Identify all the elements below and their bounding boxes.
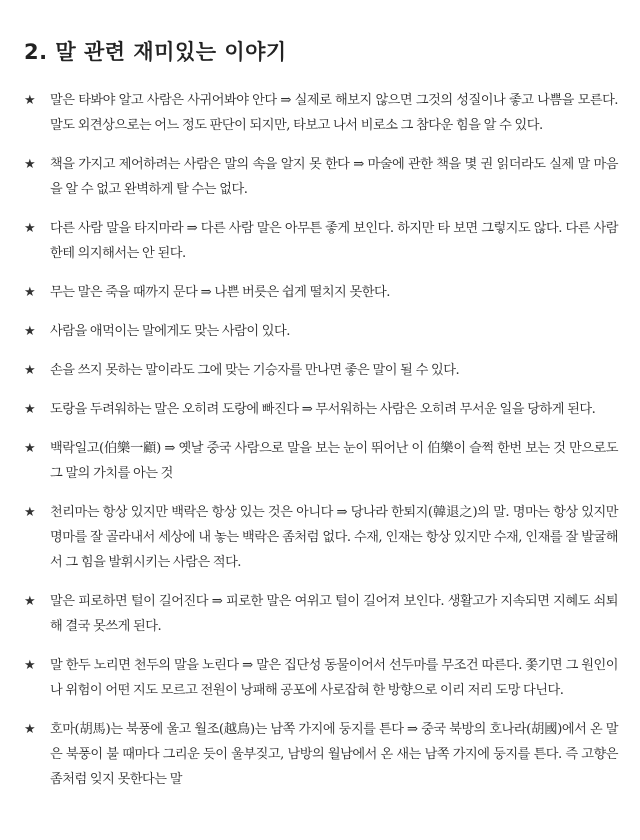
star-icon: ★: [24, 402, 36, 417]
list-item-text: 말은 피로하면 털이 길어진다 ⇒ 피로한 말은 여위고 털이 길어져 보인다. 생활고가 지속되면 지혜도 쇠퇴해 결국 못쓰게 된다.: [50, 594, 618, 634]
star-icon: ★: [24, 93, 36, 108]
star-icon: ★: [24, 285, 36, 300]
list-item-text: 다른 사람 말을 타지마라 ⇒ 다른 사람 말은 아무튼 좋게 보인다. 하지만 타 보면 그렇지도 않다. 다른 사람한테 의지해서는 안 된다.: [50, 221, 618, 261]
star-icon: ★: [24, 157, 36, 172]
list-item: [24, 653, 618, 703]
list-item: [24, 436, 618, 486]
list-item-text: 사람을 애먹이는 말에게도 맞는 사람이 있다.: [50, 324, 290, 339]
list-item-text: 손을 쓰지 못하는 말이라도 그에 맞는 기승자를 만나면 좋은 말이 될 수 있다.: [50, 363, 460, 378]
list-item-text: 백락일고(伯樂一顧) ⇒ 옛날 중국 사람으로 말을 보는 눈이 뛰어난 이 伯樂이 슬쩍 한번 보는 것 만으로도 그 말의 가치를 아는 것: [50, 441, 618, 481]
list-item: [24, 152, 618, 202]
proverb-list: [24, 88, 618, 792]
list-item-text: 호마(胡馬)는 북풍에 울고 월조(越鳥)는 남쪽 가지에 둥지를 튼다 ⇒ 중국 북방의 호나라(胡國)에서 온 말은 북풍이 불 때마다 그리운 듯이 울부짖고, 남방의 월남에서 온 새는 남쪽 가지에 둥지를 튼다. 즉 고향은 좀처럼 잊지 못한다는 말: [50, 722, 618, 787]
star-icon: ★: [24, 221, 36, 236]
star-icon: ★: [24, 594, 36, 609]
list-item-text: 책을 가지고 제어하려는 사람은 말의 속을 알지 못 한다 ⇒ 마술에 관한 책을 몇 권 읽더라도 실제 말 마음을 알 수 없고 완벽하게 탈 수는 없다.: [50, 157, 618, 197]
star-icon: ★: [24, 505, 36, 520]
section-heading: 2. 말 관련 재미있는 이야기: [24, 40, 287, 64]
list-item-text: 말 한두 노리면 천두의 말을 노린다 ⇒ 말은 집단성 동물이어서 선두마를 무조건 따른다. 쫓기면 그 원인이나 위험이 어떤 지도 모르고 전원이 낭패해 공포에 사로잡혀 한 방향으로 이리 저리 도망 다닌다.: [50, 658, 618, 698]
star-icon: ★: [24, 441, 36, 456]
list-item: [24, 397, 618, 422]
star-icon: ★: [24, 363, 36, 378]
list-item-text: 천리마는 항상 있지만 백락은 항상 있는 것은 아니다 ⇒ 당나라 한퇴지(韓退之)의 말. 명마는 항상 있지만 명마를 잘 골라내서 세상에 내 놓는 백락은 좀처럼 없다. 수재, 인재는 항상 있지만 수재, 인재를 잘 발굴해서 그 힘을 발휘시키는 사람은 적다.: [50, 505, 618, 570]
star-icon: ★: [24, 722, 36, 737]
star-icon: ★: [24, 324, 36, 339]
list-item: [24, 589, 618, 639]
list-item: [24, 500, 618, 575]
list-item: [24, 216, 618, 266]
list-item: [24, 358, 618, 383]
list-item-text: 무는 말은 죽을 때까지 문다 ⇒ 나쁜 버릇은 쉽게 떨치지 못한다.: [50, 285, 390, 300]
list-item: [24, 88, 618, 138]
star-icon: ★: [24, 658, 36, 673]
list-item: [24, 280, 618, 305]
list-item-text: 도랑을 두려워하는 말은 오히려 도랑에 빠진다 ⇒ 무서워하는 사람은 오히려 무서운 일을 당하게 된다.: [50, 402, 596, 417]
list-item: [24, 319, 618, 344]
list-item-text: 말은 타봐야 알고 사람은 사귀어봐야 안다 ⇒ 실제로 해보지 않으면 그것의 성질이나 좋고 나쁨을 모른다. 말도 외견상으로는 어느 정도 판단이 되지만, 타보고 나서 비로소 그 참다운 힘을 알 수 있다.: [50, 93, 618, 133]
list-item: [24, 717, 618, 792]
